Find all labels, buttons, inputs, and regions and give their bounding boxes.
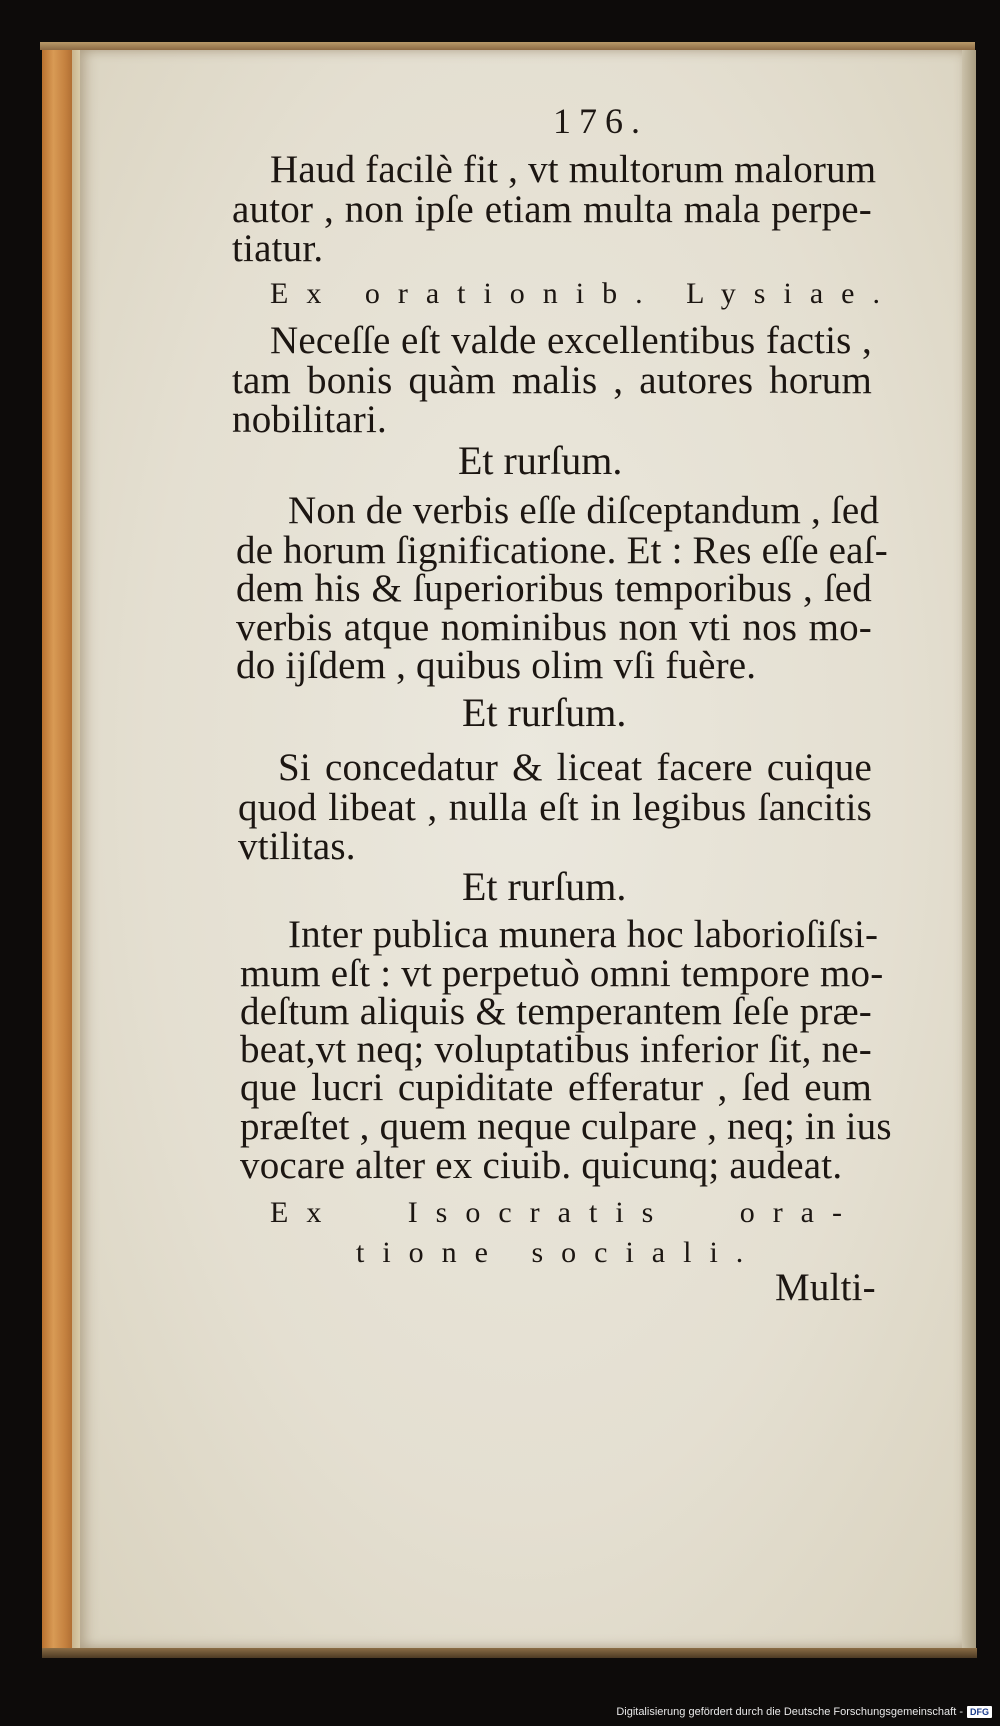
text-line: Inter publica munera hoc laborioſiſsi- (288, 913, 879, 956)
page-number: 176. (553, 101, 648, 141)
book-top-edge (40, 42, 975, 50)
text-line: vtilitas. (238, 825, 356, 868)
text-line: Neceſſe eſt valde excellentibus factis , (270, 319, 872, 362)
text-line: tiatur. (232, 227, 324, 270)
text-line: vocare alter ex ciuib. quicunq; audeat. (240, 1144, 843, 1187)
text-line: nobilitari. (232, 398, 387, 441)
text-line: Si concedatur & liceat facere cuique (278, 746, 872, 789)
page-right-edge (962, 50, 976, 1648)
text-line: Haud facilè fit , vt multorum malorum (270, 148, 877, 191)
catchword: Multi- (775, 1266, 876, 1309)
text-line: mum eſt : vt perpetuò omni tempore mo- (240, 952, 884, 995)
subheading: Et rurſum. (462, 864, 627, 909)
section-heading: tione sociali. (356, 1236, 762, 1269)
subheading: Et rurſum. (458, 438, 623, 483)
text-line: autor , non ipſe etiam multa mala perpe- (232, 188, 872, 231)
text-line: quod libeat , nulla eſt in legibus ſancitis (238, 786, 872, 829)
credit-text: Digitalisierung gefördert durch die Deutsche Forschungsgemeinschaft - (616, 1706, 963, 1718)
text-line: præſtet , quem neque culpare , neq; in ius (240, 1105, 892, 1148)
text-line: dem his & ſuperioribus temporibus , ſed (236, 567, 872, 610)
text-line: deſtum aliquis & temperantem ſeſe præ- (240, 990, 872, 1033)
book-left-edge (42, 50, 80, 1648)
digitization-credit (616, 1706, 992, 1718)
dfg-logo: DFG (967, 1706, 992, 1718)
text-line: do ijſdem , quibus olim vſi fuère. (236, 644, 757, 687)
subheading: Et rurſum. (462, 690, 627, 735)
section-heading: Ex Isocratis ora- (270, 1196, 860, 1229)
text-line: verbis atque nominibus non vti nos mo- (236, 606, 872, 649)
text-line: beat,vt neq; voluptatibus inferior ſit, ne- (240, 1028, 872, 1071)
text-line: que lucri cupiditate efferatur , ſed eum (240, 1066, 872, 1109)
book-bottom-edge (42, 1648, 977, 1658)
text-line: Non de verbis eſſe diſceptandum , ſed (288, 489, 880, 532)
section-heading: Ex orationib. Lysiae. (270, 277, 898, 310)
text-line: tam bonis quàm malis , autores horum (232, 359, 872, 402)
text-line: de horum ſignificatione. Et : Res eſſe eaſ- (236, 529, 888, 572)
